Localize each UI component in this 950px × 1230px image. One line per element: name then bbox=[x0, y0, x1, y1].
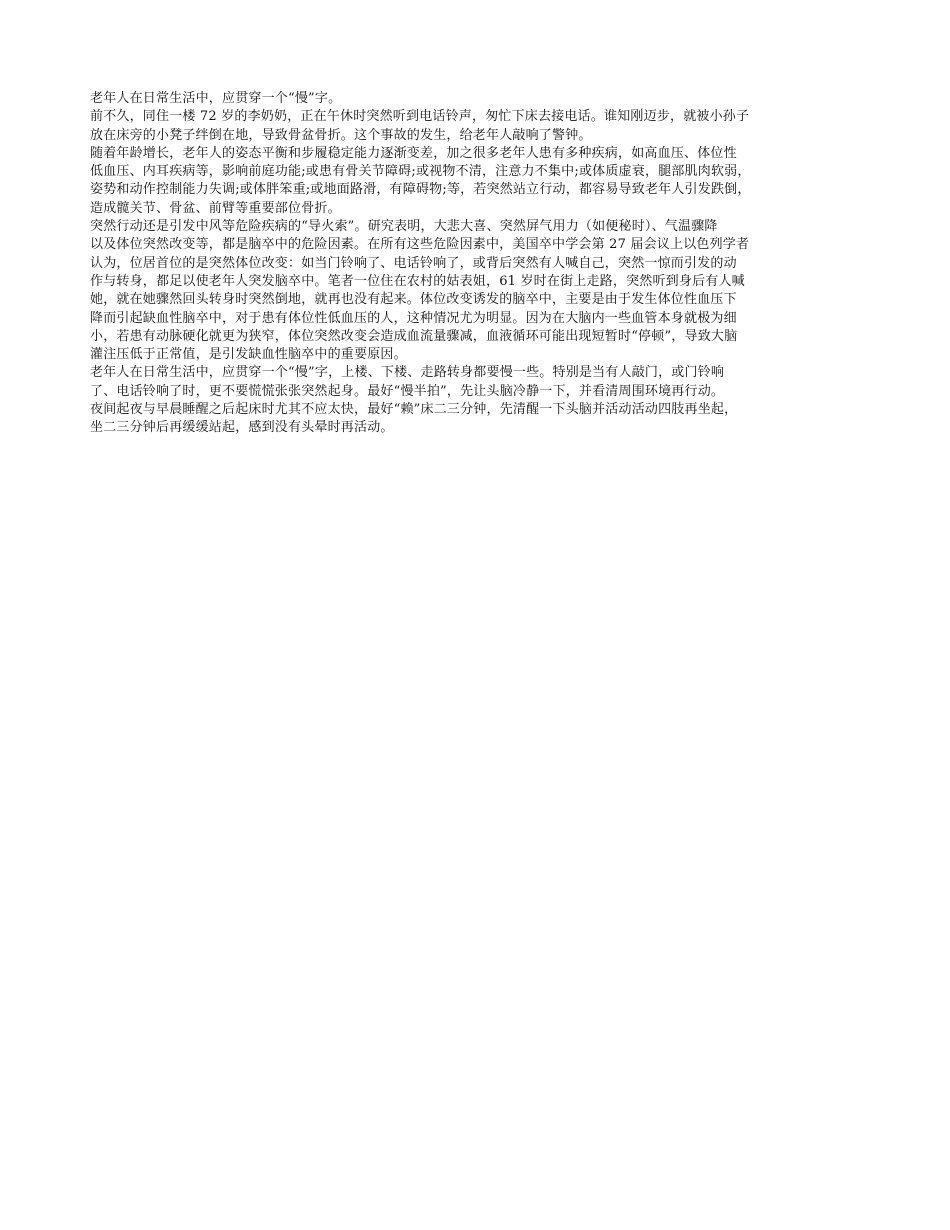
text-line: 她，就在她骤然回头转身时突然倒地，就再也没有起来。体位改变诱发的脑卒中，主要是由于发生体位性血压下 bbox=[90, 292, 737, 308]
text-line: 了、电话铃响了时，更不要慌慌张张突然起身。最好“慢半拍”，先让头脑冷静一下，并看清周围环境再行动。 bbox=[90, 383, 725, 399]
text-line: 低血压、内耳疾病等，影响前庭功能;或患有骨关节障碍;或视物不清，注意力不集中;或体质虚衰，腿部肌肉软弱， bbox=[90, 164, 751, 180]
text-line: 作与转身，都足以使老年人突发脑卒中。笔者一位住在农村的姑表姐，61 岁时在街上走路，突然听到身后有人喊 bbox=[90, 273, 745, 289]
text-line: 前不久，同住一楼 72 岁的李奶奶，正在午休时突然听到电话铃声，匆忙下床去接电话。谁知刚迈步，就被小孙子 bbox=[90, 109, 750, 125]
text-line: 姿势和动作控制能力失调;或体胖笨重;或地面路滑，有障碍物;等，若突然站立行动，都容易导致老年人引发跌倒， bbox=[90, 182, 751, 198]
text-line: 造成髋关节、骨盆、前臂等重要部位骨折。 bbox=[90, 200, 341, 216]
text-line: 突然行动还是引发中风等危险疾病的“导火索”。研究表明，大悲大喜、突然屏气用力（如便秘时）、气温骤降 bbox=[90, 219, 718, 235]
text-line: 小，若患有动脉硬化就更为狭窄，体位突然改变会造成血流量骤减，血液循环可能出现短暂时“停顿”，导致大脑 bbox=[90, 328, 738, 344]
text-line: 随着年龄增长，老年人的姿态平衡和步履稳定能力逐渐变差，加之很多老年人患有多种疾病，如高血压、体位性 bbox=[90, 145, 737, 161]
text-line: 灌注压低于正常值，是引发缺血性脑卒中的重要原因。 bbox=[90, 347, 407, 363]
text-line: 认为，位居首位的是突然体位改变：如当门铃响了、电话铃响了，或背后突然有人喊自己，突然一惊而引发的动 bbox=[90, 255, 737, 271]
text-line: 老年人在日常生活中，应贯穿一个“慢”字。 bbox=[90, 91, 342, 106]
text-line: 降而引起缺血性脑卒中，对于患有体位性低血压的人，这种情况尤为明显。因为在大脑内一些血管本身就极为细 bbox=[90, 310, 737, 326]
text-line: 老年人在日常生活中，应贯穿一个“慢”字，上楼、下楼、走路转身都要慢一些。特别是当有人敲门，或门铃响 bbox=[90, 365, 725, 381]
text-line: 放在床旁的小凳子绊倒在地，导致骨盆骨折。这个事故的发生，给老年人敲响了警钟。 bbox=[90, 127, 592, 143]
text-line: 以及体位突然改变等，都是脑卒中的危险因素。在所有这些危险因素中，美国卒中学会第 27 届会议上以色列学者 bbox=[90, 237, 750, 253]
text-line: 夜间起夜与早晨睡醒之后起床时尤其不应太快，最好“赖”床二三分钟，先清醒一下头脑并活动活动四肢再坐起， bbox=[90, 402, 738, 418]
document-body bbox=[90, 90, 870, 438]
text-line: 坐二三分钟后再缓缓站起，感到没有头晕时再活动。 bbox=[90, 420, 394, 436]
